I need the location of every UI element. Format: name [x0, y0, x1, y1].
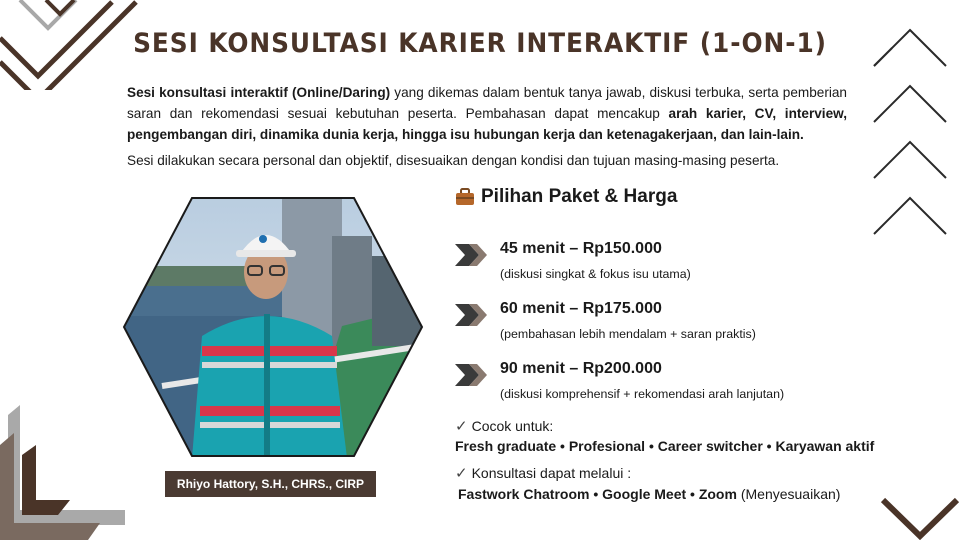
package-label: 90 menit – Rp200.000 [500, 360, 662, 377]
channels-line [458, 486, 840, 502]
intro-paragraph-2: Sesi dilakukan secara personal dan objektif, disesuaikan dengan kondisi dan tujuan masing-masing peserta. [127, 153, 780, 168]
consultant-name-badge: Rhiyo Hattory, S.H., CHRS., CIRP [165, 471, 376, 497]
package-label: 60 menit – Rp175.000 [500, 300, 662, 317]
package-item [455, 300, 875, 346]
channels-label-row [455, 464, 631, 482]
suitable-list: Fresh graduate • Profesional • Career switcher • Karyawan aktif [455, 438, 875, 454]
channels-label: Konsultasi dapat melalui : [471, 465, 632, 481]
package-desc: (diskusi singkat & fokus isu utama) [500, 267, 691, 281]
package-desc: (pembahasan lebih mendalam + saran praktis) [500, 327, 756, 341]
briefcase-icon [455, 188, 475, 206]
intro-highlight-mode: Sesi konsultasi interaktif (Online/Daring) [127, 85, 391, 100]
double-chevron-icon [455, 244, 489, 266]
package-label: 45 menit – Rp150.000 [500, 240, 662, 257]
bottom-left-corner-decoration [0, 405, 130, 540]
page-title: SESI KONSULTASI KARIER INTERAKTIF (1-ON-1) [133, 28, 827, 59]
consultant-photo [122, 196, 424, 458]
checkmark-icon: ✓ [455, 418, 468, 435]
package-item [455, 360, 875, 406]
suitable-label: Cocok untuk: [471, 418, 554, 434]
channels-list: Fastwork Chatroom • Google Meet • Zoom [458, 486, 737, 502]
double-chevron-icon [455, 304, 489, 326]
channels-note: (Menyesuaikan) [736, 486, 841, 502]
intro-paragraph [127, 82, 847, 145]
package-desc: (diskusi komprehensif + rekomendasi arah lanjutan) [500, 387, 785, 401]
packages-heading-text: Pilihan Paket & Harga [481, 186, 678, 207]
checkmark-icon: ✓ [455, 465, 468, 482]
packages-heading [455, 186, 677, 208]
double-chevron-icon [455, 364, 489, 386]
package-item [455, 240, 875, 286]
intro-body: yang dikemas dalam bentuk tanya jawab, diskusi terbuka, serta pemberian saran dan rekomendasi sesuai kebutuhan peserta. Pembahasan dapat mencakup [127, 85, 847, 121]
bottom-right-chevron-decoration [880, 494, 960, 540]
intro-highlight-topics: arah karier, CV, interview, pengembangan diri, dinamika dunia kerja, hingga isu hubungan kerja dan ketenagakerjaan, dan lain-lain. [127, 106, 847, 142]
suitable-label-row [455, 417, 553, 435]
